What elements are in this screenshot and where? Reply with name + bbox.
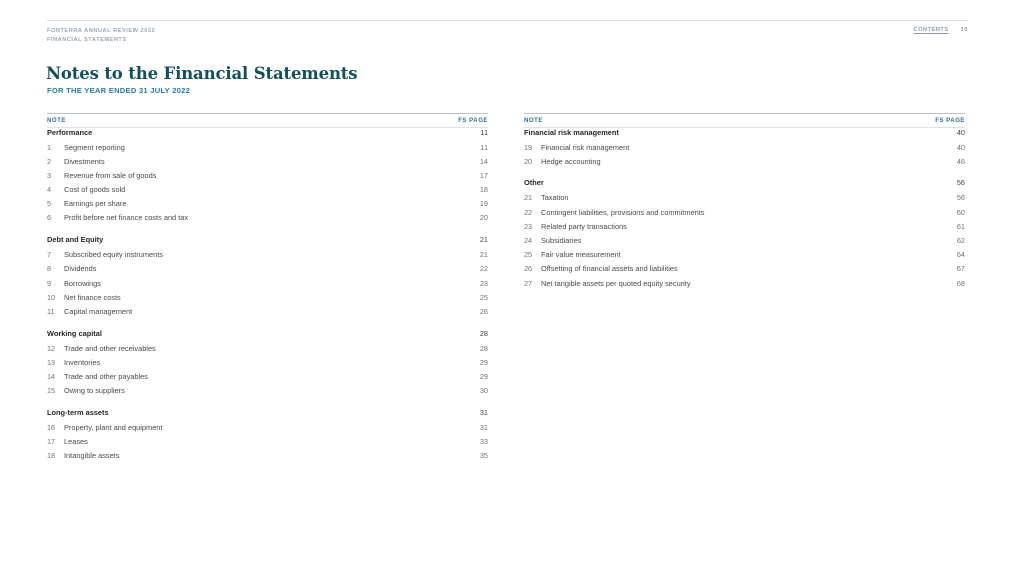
index-section-heading: [524, 178, 965, 193]
index-row-label: Borrowings: [64, 278, 101, 288]
index-section-page: 11: [480, 127, 488, 137]
index-row-number: 17: [47, 437, 56, 446]
index-row-number: 14: [47, 371, 56, 381]
index-row[interactable]: [47, 199, 488, 213]
index-row-page: 35: [479, 451, 488, 461]
index-row[interactable]: [524, 222, 965, 236]
index-row-number: 4: [47, 185, 52, 195]
index-column-left: [47, 113, 488, 465]
index-section-label: Working capital: [47, 328, 102, 338]
header-divider: [47, 20, 968, 21]
index-row-number: 7: [47, 250, 52, 260]
index-section-label: Performance: [47, 127, 93, 137]
index-row-number: 12: [47, 343, 56, 353]
running-header-left: [47, 27, 155, 45]
index-row-number: 6: [47, 213, 52, 223]
index-section-page: 28: [479, 328, 488, 338]
index-row[interactable]: [47, 171, 488, 185]
index-section-page: 31: [479, 407, 488, 417]
index-row-number: 3: [47, 170, 52, 180]
index-section-heading: [47, 235, 488, 250]
index-row[interactable]: [47, 250, 488, 264]
index-row-page: 25: [479, 292, 488, 302]
index-row-number: 23: [524, 221, 533, 231]
index-section-page: 21: [479, 235, 488, 245]
index-columns: [47, 113, 968, 465]
index-row-number: 25: [524, 250, 533, 260]
index-list-right: [524, 128, 965, 293]
index-group: [524, 178, 965, 292]
index-row-number: 27: [524, 278, 533, 288]
index-row-label: Net tangible assets per quoted equity security: [541, 278, 691, 288]
column-header-note: NOTE: [524, 117, 543, 124]
index-row-label: Contingent liabilities, provisions and commitments: [541, 207, 705, 217]
index-row-number: 2: [47, 156, 52, 166]
page-title: Notes to the Financial Statements: [46, 64, 358, 83]
index-row-label: Dividends: [64, 264, 97, 274]
column-header-right: [524, 113, 965, 128]
index-row-number: 22: [524, 207, 533, 217]
index-row-label: Revenue from sale of goods: [64, 170, 157, 180]
index-row[interactable]: [47, 344, 488, 358]
index-row-page: 68: [956, 278, 965, 288]
index-row[interactable]: [47, 386, 488, 400]
index-row-label: Offsetting of financial assets and liabilities: [541, 264, 678, 274]
index-row-label: Hedge accounting: [541, 156, 601, 166]
index-section-label: Financial risk management: [524, 127, 619, 137]
index-row-number: 19: [524, 142, 533, 152]
index-row[interactable]: [47, 372, 488, 386]
index-row-label: Net finance costs: [64, 292, 121, 302]
index-row-label: Fair value measurement: [541, 250, 621, 260]
index-row-number: 5: [47, 199, 52, 209]
index-list-left: [47, 128, 488, 466]
index-row-number: 13: [47, 357, 56, 367]
index-row-label: Segment reporting: [64, 142, 125, 152]
index-row-page: 56: [956, 193, 965, 203]
index-row-page: 61: [956, 221, 965, 231]
index-row-number: 16: [47, 422, 56, 432]
index-row-label: Property, plant and equipment: [64, 422, 163, 432]
index-row-label: Inventories: [64, 357, 101, 367]
page-number: 10: [960, 27, 968, 33]
page-subtitle: FOR THE YEAR ENDED 31 JULY 2022: [47, 86, 191, 95]
index-row-label: Subsidiaries: [541, 235, 582, 245]
index-row-page: 60: [956, 207, 965, 217]
index-row-number: 9: [47, 278, 52, 288]
index-row-label: Earnings per share: [64, 199, 127, 209]
index-section-heading: [47, 408, 488, 423]
index-row-label: Taxation: [541, 193, 569, 203]
index-row[interactable]: [47, 307, 488, 321]
index-row-number: 1: [47, 142, 52, 152]
index-group: [47, 329, 488, 401]
index-row-number: 21: [524, 193, 533, 203]
index-row-page: 31: [479, 422, 488, 432]
index-row-page: 14: [479, 156, 488, 166]
index-row[interactable]: [524, 264, 965, 278]
index-row-page: 40: [956, 142, 965, 152]
index-row-label: Profit before net finance costs and tax: [64, 213, 189, 223]
index-group: [524, 128, 965, 171]
index-row[interactable]: [47, 279, 488, 293]
index-section-page: 56: [956, 178, 965, 188]
index-row-number: 8: [47, 264, 52, 274]
index-row-page: 21: [479, 250, 488, 260]
index-section-label: Long-term assets: [47, 407, 109, 417]
index-row[interactable]: [524, 208, 965, 222]
index-row-page: 17: [479, 170, 488, 180]
index-column-right: [524, 113, 965, 465]
index-row-number: 15: [47, 386, 56, 396]
index-group: [47, 408, 488, 466]
index-row[interactable]: [524, 193, 965, 207]
index-row-page: 23: [479, 278, 488, 288]
column-header-fs-page: FS PAGE: [458, 117, 488, 124]
index-row[interactable]: [47, 185, 488, 199]
index-row-label: Related party transactions: [541, 221, 627, 231]
index-row-page: 20: [479, 213, 488, 223]
index-row[interactable]: [524, 143, 965, 157]
index-row[interactable]: [47, 264, 488, 278]
index-row-label: Intangible assets: [64, 451, 120, 461]
index-row-page: 67: [956, 264, 965, 274]
index-row-label: Subscribed equity instruments: [64, 250, 164, 260]
index-section-label: Other: [524, 178, 544, 188]
index-row[interactable]: [47, 437, 488, 451]
index-row-label: Owing to suppliers: [64, 386, 125, 396]
index-row-number: 26: [524, 264, 533, 274]
index-row[interactable]: [47, 358, 488, 372]
index-row-label: Trade and other payables: [64, 371, 148, 381]
index-row[interactable]: [524, 250, 965, 264]
index-row-page: 33: [479, 437, 488, 446]
index-row[interactable]: [47, 157, 488, 171]
index-row-page: 26: [479, 306, 488, 316]
index-row-number: 10: [47, 292, 56, 302]
index-row[interactable]: [524, 236, 965, 250]
index-row-label: Trade and other receivables: [64, 343, 156, 353]
index-row-label: Financial risk management: [541, 142, 630, 152]
index-row-page: 30: [479, 386, 488, 396]
index-group: [47, 128, 488, 228]
index-row-label: Capital management: [64, 306, 133, 316]
column-header-fs-page: FS PAGE: [935, 117, 965, 124]
column-header-left: [47, 113, 488, 128]
index-row-page: 22: [479, 264, 488, 274]
index-group: [47, 235, 488, 321]
index-row-page: 46: [956, 156, 965, 166]
index-row-page: 28: [479, 343, 488, 353]
index-row-page: 64: [956, 250, 965, 260]
index-row-number: 20: [524, 156, 533, 166]
index-row-label: Leases: [64, 437, 88, 446]
index-row[interactable]: [47, 423, 488, 437]
index-section-heading: [47, 329, 488, 344]
index-row[interactable]: [47, 143, 488, 157]
index-row-number: 11: [47, 306, 55, 316]
index-row-page: 18: [479, 185, 488, 195]
index-section-page: 40: [956, 127, 965, 137]
publication-section: FINANCIAL STATEMENTS: [47, 36, 127, 43]
index-row[interactable]: [47, 213, 488, 227]
index-row-page: 11: [480, 142, 488, 152]
index-row[interactable]: [47, 293, 488, 307]
index-row-label: Divestments: [64, 156, 105, 166]
index-row[interactable]: [47, 451, 488, 465]
contents-link[interactable]: CONTENTS: [913, 27, 949, 33]
column-header-note: NOTE: [47, 117, 66, 124]
index-row[interactable]: [524, 157, 965, 171]
index-section-heading: [47, 128, 488, 143]
index-row-page: 19: [479, 199, 488, 209]
index-row-page: 62: [956, 235, 965, 245]
index-row-page: 29: [479, 357, 488, 367]
index-row-label: Cost of goods sold: [64, 185, 126, 195]
index-row-number: 24: [524, 235, 533, 245]
index-row[interactable]: [524, 279, 965, 293]
running-header-right: [914, 27, 969, 33]
running-header: [47, 27, 968, 45]
index-row-number: 18: [47, 451, 56, 461]
index-section-heading: [524, 128, 965, 143]
index-section-label: Debt and Equity: [47, 235, 104, 245]
publication-title: FONTERRA ANNUAL REVIEW 2022: [47, 28, 156, 34]
index-row-page: 29: [479, 371, 488, 381]
